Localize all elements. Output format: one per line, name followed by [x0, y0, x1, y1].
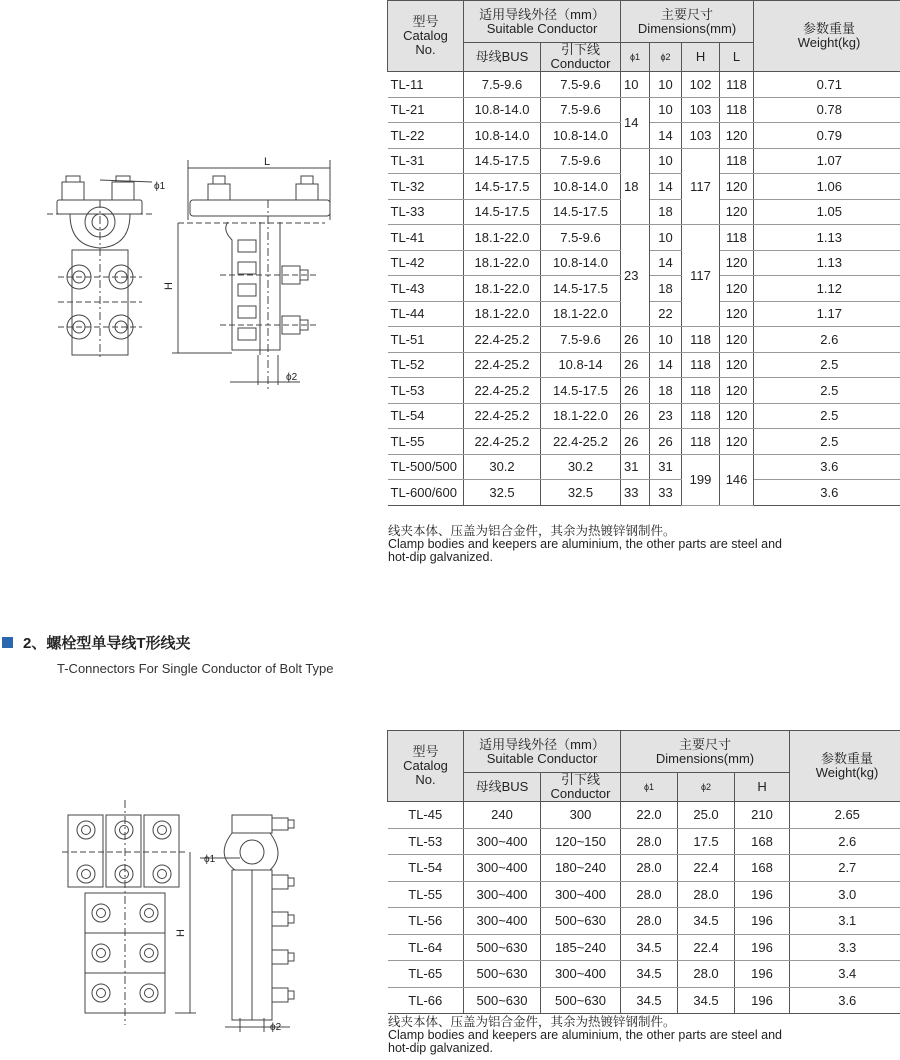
- weight-en: Weight(kg): [797, 35, 861, 50]
- conductor-cn: 适用导线外径（mm）: [479, 6, 605, 22]
- table-cell: TL-55: [388, 881, 464, 908]
- table-cell: 22.4-25.2: [464, 429, 541, 455]
- catalog-cn-2: 型号: [412, 744, 439, 759]
- table-cell: TL-500/500: [388, 454, 464, 480]
- table-cell: 17.5: [678, 828, 735, 855]
- table-cell: 14.5-17.5: [464, 199, 541, 225]
- table-cell: 168: [735, 855, 790, 882]
- spec-table-1: [387, 0, 900, 506]
- table-cell: 2.6: [790, 828, 900, 855]
- table-row: [388, 327, 900, 353]
- table-cell: 1.17: [754, 301, 900, 327]
- table-cell: 500~630: [541, 987, 621, 1014]
- dims-en: Dimensions(mm): [637, 20, 737, 36]
- table-cell: 22: [650, 301, 682, 327]
- down-header: [541, 43, 621, 72]
- table-cell: 14.5-17.5: [464, 174, 541, 200]
- dims-header-2: [621, 731, 790, 773]
- catalog-en-2: Catalog: [403, 758, 448, 773]
- h-label-1: H: [163, 282, 175, 290]
- table-cell: 10.8-14.0: [541, 250, 621, 276]
- table-row: [388, 881, 900, 908]
- table-cell: 120: [720, 250, 754, 276]
- table-cell: 120: [720, 276, 754, 302]
- table-cell: 30.2: [541, 454, 621, 480]
- table-cell: 2.5: [754, 429, 900, 455]
- table-cell: 180~240: [541, 855, 621, 882]
- table-cell: 14.5-17.5: [541, 276, 621, 302]
- front-view-1: [47, 176, 152, 360]
- weight-cn-2: 参数重量: [821, 751, 874, 766]
- table-cell: 1.13: [754, 250, 900, 276]
- table-cell: 196: [735, 934, 790, 961]
- table-cell: 3.6: [754, 480, 900, 506]
- table-cell: 14.5-17.5: [541, 378, 621, 404]
- weight-header-2: [790, 731, 900, 802]
- table-cell: 14: [650, 352, 682, 378]
- note-1-en-line2: hot-dip galvanized.: [388, 550, 493, 564]
- table-row: [388, 855, 900, 882]
- note-2-en-line2: hot-dip galvanized.: [388, 1041, 493, 1055]
- table-cell: 3.6: [754, 454, 900, 480]
- section-bullet: [2, 637, 13, 648]
- table-row: [388, 987, 900, 1014]
- table-cell: 118: [682, 429, 720, 455]
- table-cell: 120: [720, 403, 754, 429]
- table-row: [388, 454, 900, 480]
- table-cell: 2.6: [754, 327, 900, 353]
- table-cell: 1.13: [754, 225, 900, 251]
- table-cell: 25.0: [678, 802, 735, 829]
- down-cn: 引下线: [561, 42, 601, 57]
- table-row: [388, 378, 900, 404]
- table-row: [388, 148, 900, 174]
- table-cell: 22.4: [678, 934, 735, 961]
- h-header-2: H: [735, 773, 790, 802]
- table-cell: 300~400: [541, 881, 621, 908]
- table-cell: 120: [720, 174, 754, 200]
- table-cell: 14: [650, 174, 682, 200]
- table-row: [388, 908, 900, 935]
- table-cell: TL-42: [388, 250, 464, 276]
- table-cell: 14.5-17.5: [541, 199, 621, 225]
- catalog-no-2: No.: [415, 772, 436, 787]
- table-cell: 10.8-14.0: [464, 97, 541, 123]
- spec-table-2: [387, 730, 900, 1014]
- table-cell: 118: [682, 378, 720, 404]
- table-cell: 28.0: [621, 881, 678, 908]
- table-cell: 7.5-9.6: [464, 72, 541, 98]
- h-header: H: [682, 43, 720, 72]
- weight-cn: 参数重量: [803, 21, 856, 36]
- table-cell: 26: [621, 378, 650, 404]
- note-1-cn: 线夹本体、压盖为铝合金件，其余为热镀锌钢制件。: [388, 524, 676, 538]
- table-cell: TL-65: [388, 961, 464, 988]
- table-cell: 1.05: [754, 199, 900, 225]
- table-cell: TL-56: [388, 908, 464, 935]
- table-row: [388, 480, 900, 506]
- table-row: [388, 429, 900, 455]
- table-cell: 3.1: [790, 908, 900, 935]
- table-cell: 28.0: [678, 961, 735, 988]
- section-2-number: 2、: [23, 635, 47, 652]
- table-cell: 300~400: [464, 855, 541, 882]
- table-cell: TL-41: [388, 225, 464, 251]
- table-cell: TL-54: [388, 855, 464, 882]
- table-cell: 1.12: [754, 276, 900, 302]
- table-cell: 3.3: [790, 934, 900, 961]
- table-cell: 500~630: [464, 934, 541, 961]
- conductor-header: [464, 1, 621, 43]
- table-cell: TL-55: [388, 429, 464, 455]
- phi2-label-2: ϕ2: [270, 1022, 282, 1033]
- table-cell: 120: [720, 352, 754, 378]
- table-cell: TL-54: [388, 403, 464, 429]
- note-2-cn: 线夹本体、压盖为铝合金件，其余为热镀锌钢制件。: [388, 1015, 676, 1029]
- table-cell: 210: [735, 802, 790, 829]
- table-cell: TL-45: [388, 802, 464, 829]
- table-cell: 18: [650, 276, 682, 302]
- table-cell: 10.8-14: [541, 352, 621, 378]
- table-cell: 23: [650, 403, 682, 429]
- table-cell: 10.8-14.0: [541, 123, 621, 149]
- table-cell: 118: [682, 352, 720, 378]
- table-cell: 28.0: [621, 855, 678, 882]
- table-cell: 196: [735, 987, 790, 1014]
- table-row: [388, 802, 900, 829]
- table-cell: 500~630: [464, 961, 541, 988]
- l-label: L: [264, 156, 271, 168]
- table-row: [388, 72, 900, 98]
- table-cell: 118: [682, 403, 720, 429]
- table-cell: 3.4: [790, 961, 900, 988]
- table-cell: 102: [682, 72, 720, 98]
- table-cell: 22.4-25.2: [464, 403, 541, 429]
- table-cell: 103: [682, 97, 720, 123]
- table-cell: 300~400: [464, 881, 541, 908]
- table-cell: TL-43: [388, 276, 464, 302]
- h-label-2: H: [175, 929, 187, 937]
- table-cell: 18.1-22.0: [541, 301, 621, 327]
- table-cell: 7.5-9.6: [541, 327, 621, 353]
- phi2-label-1: ϕ2: [286, 372, 298, 383]
- table-cell: 120: [720, 301, 754, 327]
- table-cell: 18.1-22.0: [464, 225, 541, 251]
- table-cell: 10: [650, 327, 682, 353]
- table-cell: 22.4-25.2: [464, 378, 541, 404]
- table-cell: 28.0: [621, 828, 678, 855]
- catalog-header: [388, 1, 464, 72]
- table-cell: 0.79: [754, 123, 900, 149]
- table-cell: 10.8-14.0: [541, 174, 621, 200]
- table-cell: 10: [650, 225, 682, 251]
- table-cell: 500~630: [541, 908, 621, 935]
- table-cell: 300~400: [541, 961, 621, 988]
- table-cell: TL-33: [388, 199, 464, 225]
- table-cell: 3.6: [790, 987, 900, 1014]
- table-cell: 2.5: [754, 378, 900, 404]
- table-cell: 34.5: [621, 934, 678, 961]
- table-cell: TL-64: [388, 934, 464, 961]
- table-cell: 120: [720, 429, 754, 455]
- table-cell: 3.0: [790, 881, 900, 908]
- table-cell: 300: [541, 802, 621, 829]
- table-cell: 26: [650, 429, 682, 455]
- table-cell: 33: [621, 480, 650, 506]
- catalog-header-2: [388, 731, 464, 802]
- table-cell: 117: [682, 225, 720, 327]
- table-cell: 28.0: [678, 881, 735, 908]
- phi1-header-2: ϕ1: [621, 773, 678, 802]
- table-cell: 120: [720, 327, 754, 353]
- l-header: L: [720, 43, 754, 72]
- table-cell: 18.1-22.0: [464, 276, 541, 302]
- down-en: Conductor: [550, 56, 611, 71]
- table-cell: 22.4-25.2: [464, 352, 541, 378]
- phi1-label-1: ϕ1: [154, 181, 166, 192]
- table-cell: 120~150: [541, 828, 621, 855]
- table-cell: 10: [621, 72, 650, 98]
- table-cell: 7.5-9.6: [541, 72, 621, 98]
- table-cell: 7.5-9.6: [541, 225, 621, 251]
- note-1-en-line1: Clamp bodies and keepers are aluminium, the other parts are steel and: [388, 537, 782, 551]
- table-cell: 18: [650, 378, 682, 404]
- phi2-header: ϕ2: [650, 43, 682, 72]
- down-header-2: [541, 773, 621, 802]
- table-cell: 1.06: [754, 174, 900, 200]
- table-cell: 10: [650, 72, 682, 98]
- table-cell: 120: [720, 123, 754, 149]
- bus-header-2: 母线BUS: [464, 773, 541, 802]
- table-cell: TL-22: [388, 123, 464, 149]
- table-cell: 28.0: [621, 908, 678, 935]
- table-cell: TL-11: [388, 72, 464, 98]
- table-cell: TL-53: [388, 378, 464, 404]
- conductor-header-2: [464, 731, 621, 773]
- conductor-cn-2: 适用导线外径（mm）: [479, 736, 605, 752]
- table-row: [388, 97, 900, 123]
- table-cell: 117: [682, 148, 720, 225]
- table-cell: 196: [735, 881, 790, 908]
- table-cell: TL-21: [388, 97, 464, 123]
- note-2-en-line1: Clamp bodies and keepers are aluminium, the other parts are steel and: [388, 1028, 782, 1042]
- down-en-2: Conductor: [550, 786, 611, 801]
- table-cell: 34.5: [678, 987, 735, 1014]
- table-cell: 18: [650, 199, 682, 225]
- section-2-title: [23, 632, 191, 653]
- table-cell: TL-600/600: [388, 480, 464, 506]
- table-cell: 2.7: [790, 855, 900, 882]
- table-cell: 34.5: [621, 961, 678, 988]
- table-cell: 146: [720, 454, 754, 505]
- phi1-header: ϕ1: [621, 43, 650, 72]
- table-cell: TL-66: [388, 987, 464, 1014]
- front-view-2: [62, 800, 196, 1025]
- table-cell: 0.78: [754, 97, 900, 123]
- table-cell: 168: [735, 828, 790, 855]
- table-cell: 118: [720, 148, 754, 174]
- table-cell: 18.1-22.0: [464, 301, 541, 327]
- note-1: [388, 525, 888, 564]
- table-cell: 34.5: [678, 908, 735, 935]
- table-cell: 26: [621, 429, 650, 455]
- table-cell: 300~400: [464, 908, 541, 935]
- table-cell: 14: [650, 250, 682, 276]
- table-cell: TL-31: [388, 148, 464, 174]
- note-2: [388, 1016, 888, 1055]
- table-row: [388, 352, 900, 378]
- table-cell: 22.4-25.2: [464, 327, 541, 353]
- table-row: [388, 828, 900, 855]
- table-cell: 1.07: [754, 148, 900, 174]
- table-cell: 10: [650, 148, 682, 174]
- table-cell: 196: [735, 908, 790, 935]
- table-cell: 500~630: [464, 987, 541, 1014]
- table-row: [388, 403, 900, 429]
- table-cell: 103: [682, 123, 720, 149]
- table-cell: 118: [720, 72, 754, 98]
- table-cell: 118: [720, 97, 754, 123]
- table-cell: 18.1-22.0: [541, 403, 621, 429]
- table-cell: 0.71: [754, 72, 900, 98]
- conductor-en-2: Suitable Conductor: [486, 750, 598, 766]
- table-cell: TL-52: [388, 352, 464, 378]
- table-cell: 30.2: [464, 454, 541, 480]
- weight-en-2: Weight(kg): [815, 765, 879, 780]
- table-cell: 22.0: [621, 802, 678, 829]
- table-cell: 240: [464, 802, 541, 829]
- table-cell: 7.5-9.6: [541, 148, 621, 174]
- table-cell: 18: [621, 148, 650, 225]
- table-cell: 14: [621, 97, 650, 148]
- catalog-cn: 型号: [412, 14, 439, 29]
- table-cell: 14.5-17.5: [464, 148, 541, 174]
- table-cell: TL-44: [388, 301, 464, 327]
- t-clamp-drawing-2: [55, 800, 300, 1040]
- side-view-2: [200, 815, 294, 1032]
- table-cell: 196: [735, 961, 790, 988]
- table-cell: 34.5: [621, 987, 678, 1014]
- table-cell: 26: [621, 352, 650, 378]
- table-cell: 120: [720, 199, 754, 225]
- table-cell: 199: [682, 454, 720, 505]
- table-row: [388, 961, 900, 988]
- table-cell: 185~240: [541, 934, 621, 961]
- phi1-label-2: ϕ1: [204, 854, 216, 865]
- table-cell: 32.5: [541, 480, 621, 506]
- table-cell: 2.65: [790, 802, 900, 829]
- bus-header: 母线BUS: [464, 43, 541, 72]
- weight-header: [754, 1, 900, 72]
- table-cell: 22.4-25.2: [541, 429, 621, 455]
- table-cell: 22.4: [678, 855, 735, 882]
- table-cell: 2.5: [754, 352, 900, 378]
- table-cell: 26: [621, 403, 650, 429]
- table-cell: 32.5: [464, 480, 541, 506]
- table-cell: 14: [650, 123, 682, 149]
- dims-cn: 主要尺寸: [661, 6, 714, 22]
- section-2-subtitle: T-Connectors For Single Conductor of Bolt Type: [57, 661, 334, 676]
- catalog-no: No.: [415, 42, 436, 57]
- phi2-header-2: ϕ2: [678, 773, 735, 802]
- table-cell: 120: [720, 378, 754, 404]
- table-cell: 23: [621, 225, 650, 327]
- section-2-title-cn: 螺栓型单导线T形线夹: [46, 635, 191, 652]
- table-row: [388, 934, 900, 961]
- table-cell: 300~400: [464, 828, 541, 855]
- table-cell: TL-53: [388, 828, 464, 855]
- catalog-en: Catalog: [403, 28, 448, 43]
- table-cell: 26: [621, 327, 650, 353]
- table-cell: 10: [650, 97, 682, 123]
- t-clamp-drawing-1: [40, 150, 380, 400]
- dims-cn-2: 主要尺寸: [679, 736, 732, 752]
- table-cell: 118: [720, 225, 754, 251]
- table-cell: 118: [682, 327, 720, 353]
- table-cell: 33: [650, 480, 682, 506]
- table-cell: 18.1-22.0: [464, 250, 541, 276]
- table-cell: 31: [650, 454, 682, 480]
- table-cell: 10.8-14.0: [464, 123, 541, 149]
- table-cell: 7.5-9.6: [541, 97, 621, 123]
- table-cell: 31: [621, 454, 650, 480]
- table-cell: 2.5: [754, 403, 900, 429]
- dims-en-2: Dimensions(mm): [655, 750, 755, 766]
- dims-header: [621, 1, 754, 43]
- table-row: [388, 225, 900, 251]
- down-cn-2: 引下线: [561, 772, 601, 787]
- conductor-en: Suitable Conductor: [486, 20, 598, 36]
- table-cell: TL-51: [388, 327, 464, 353]
- side-view-1: [172, 160, 330, 390]
- table-cell: TL-32: [388, 174, 464, 200]
